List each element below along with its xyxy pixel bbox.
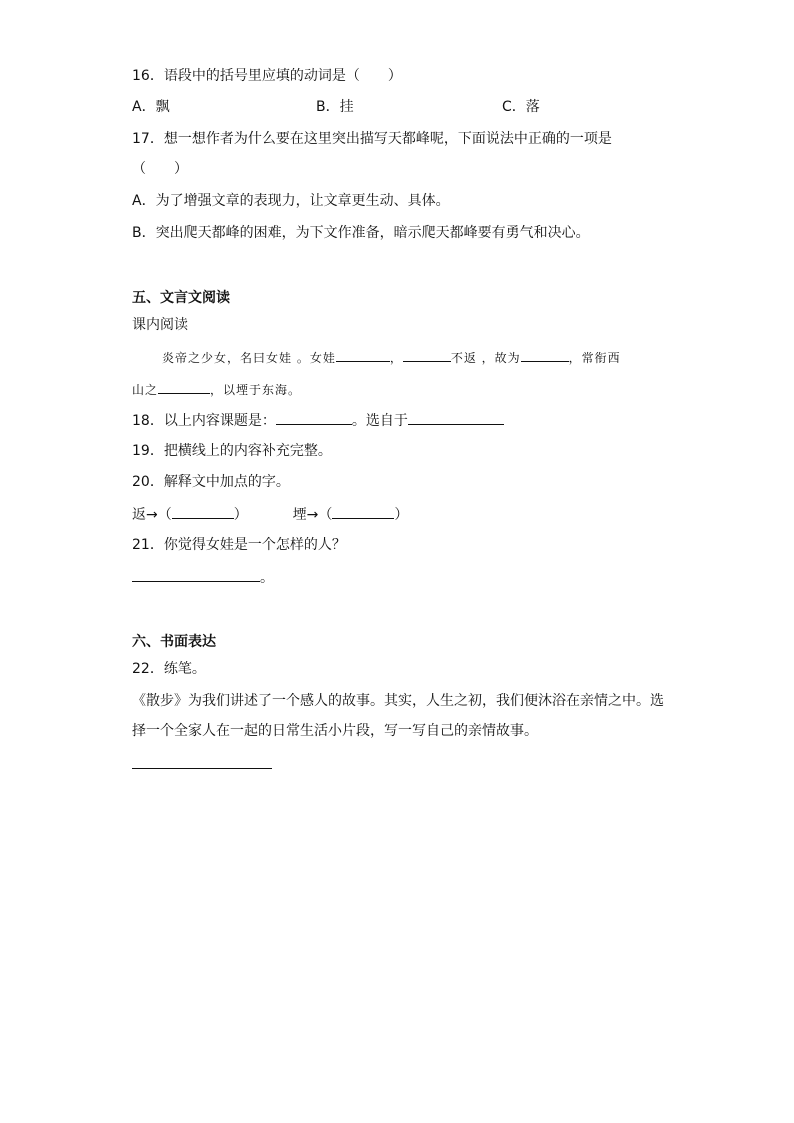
q17-option-b: B．突出爬天都峰的困难，为下文作准备，暗示爬天都峰要有勇气和决心。 — [132, 225, 590, 241]
blank-4[interactable] — [158, 379, 210, 394]
q17-stem: 17．想一想作者为什么要在这里突出描写天都峰呢，下面说法中正确的一项是 — [132, 131, 612, 147]
q20-fan-blank[interactable] — [172, 504, 234, 519]
blank-3[interactable] — [521, 347, 569, 362]
q21-end: 。 — [260, 570, 274, 586]
q22: 22．练笔。 — [132, 661, 206, 677]
q18-text: 18．以上内容课题是： — [132, 413, 276, 429]
q17-option-a: A．为了增强文章的表现力，让文章更生动、具体。 — [132, 193, 450, 209]
q21-blank[interactable] — [132, 567, 260, 582]
q16-option-c: C．落 — [502, 99, 540, 115]
q20-item-fan: 返→（ — [132, 507, 172, 523]
passage-text: 炎帝之少女，名曰女娃 。女娃 — [162, 351, 336, 365]
q16-option-b: B．挂 — [316, 99, 354, 115]
q21: 21．你觉得女娃是一个怎样的人？ — [132, 537, 346, 553]
q21-answer — [132, 567, 274, 588]
section6-title: 六、书面表达 — [132, 634, 216, 650]
blank-2[interactable] — [403, 347, 451, 362]
q18-text: 。选自于 — [351, 413, 408, 429]
q22-prompt-line1: 《散步》为我们讲述了一个感人的故事。其实，人生之初，我们便沐浴在亲情之中。选 — [132, 693, 664, 709]
q20-answers — [132, 504, 408, 525]
blank-1[interactable] — [336, 347, 390, 362]
passage-line2 — [132, 379, 301, 400]
q20-close: ） — [233, 507, 248, 523]
passage-line1 — [162, 347, 621, 368]
q22-prompt-line2: 择一个全家人在一起的日常生活小片段，写一写自己的亲情故事。 — [132, 723, 538, 739]
q19: 19．把横线上的内容补充完整。 — [132, 443, 332, 459]
section5-title: 五、文言文阅读 — [132, 290, 230, 306]
q16-option-a: A．飘 — [132, 99, 170, 115]
q16-stem: 16．语段中的括号里应填的动词是（ ） — [132, 68, 402, 84]
section5-subtitle: 课内阅读 — [132, 317, 188, 333]
passage-text: 不返 ，故为 — [450, 351, 521, 365]
passage-text: ，以堙于东海。 — [210, 383, 302, 397]
q20-yin-blank[interactable] — [332, 504, 394, 519]
passage-text: ，常衔西 — [568, 351, 621, 365]
q18-title-blank[interactable] — [276, 410, 352, 425]
q22-answer-line[interactable] — [132, 768, 272, 769]
q18-source-blank[interactable] — [408, 410, 504, 425]
passage-text: 山之 — [132, 383, 159, 397]
q20: 20．解释文中加点的字。 — [132, 474, 290, 490]
passage-text: ， — [389, 351, 403, 365]
q20-item-yin: 堙→（ — [292, 507, 333, 523]
q17-paren: （ ） — [132, 161, 188, 177]
q18 — [132, 410, 504, 431]
q20-close: ） — [394, 507, 409, 523]
